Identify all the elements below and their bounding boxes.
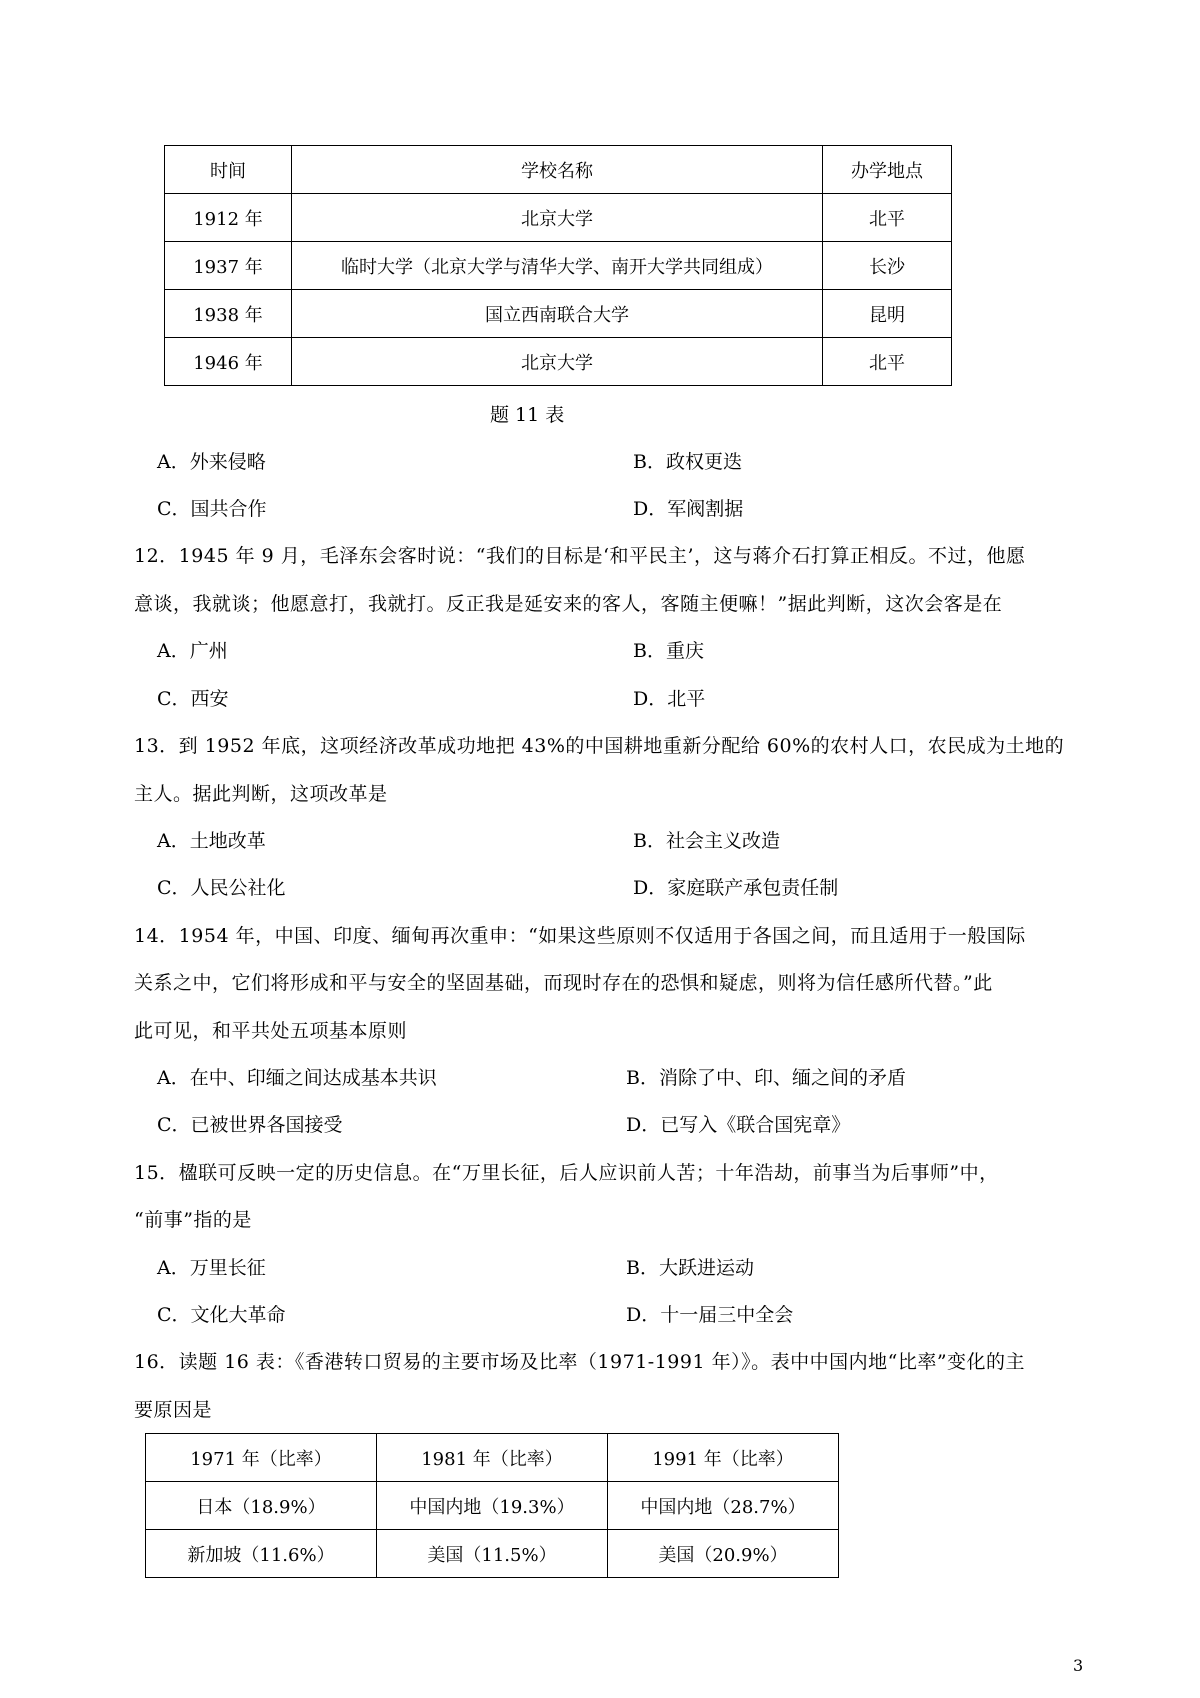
question-16-line-1: 16．读题 16 表：《香港转口贸易的主要市场及比率（1971-1991 年）》。表中中国内地“比率”变化的主 <box>134 1351 1026 1373</box>
table-row <box>165 194 952 242</box>
table-header-cell: 办学地点 <box>823 146 952 194</box>
question-16-line-2: 要原因是 <box>134 1399 213 1421</box>
table-cell: 美国（11.5%） <box>377 1530 608 1578</box>
option-c: C．已被世界各国接受 <box>157 1114 343 1136</box>
option-b: B．大跃进运动 <box>626 1257 754 1279</box>
table-cell: 美国（20.9%） <box>608 1530 839 1578</box>
table-cell: 北平 <box>823 338 952 386</box>
table-cell: 中国内地（19.3%） <box>377 1482 608 1530</box>
table-header-row <box>146 1434 839 1482</box>
question-12-line-2: 意谈，我就谈；他愿意打，我就打。反正我是延安来的客人，客随主便嘛！”据此判断，这次会客是在 <box>134 593 1003 615</box>
table-cell: 昆明 <box>823 290 952 338</box>
question-13-line-2: 主人。据此判断，这项改革是 <box>134 783 388 805</box>
table-cell: 北平 <box>823 194 952 242</box>
table-row <box>146 1482 839 1530</box>
table-row <box>146 1530 839 1578</box>
table-header-row <box>165 146 952 194</box>
option-d: D．军阀割据 <box>633 498 744 520</box>
table-row <box>165 290 952 338</box>
page-number: 3 <box>1073 1656 1084 1675</box>
option-b: B．消除了中、印、缅之间的矛盾 <box>626 1067 906 1089</box>
option-a: A．在中、印缅之间达成基本共识 <box>157 1067 437 1089</box>
table-cell: 1938 年 <box>165 290 292 338</box>
table-header-cell: 学校名称 <box>292 146 823 194</box>
question-14-line-1: 14．1954 年，中国、印度、缅甸再次重申：“如果这些原则不仅适用于各国之间，而且适用于一般国际 <box>134 925 1026 947</box>
table-16 <box>145 1433 839 1578</box>
table-cell: 北京大学 <box>292 338 823 386</box>
option-a: A．万里长征 <box>157 1257 266 1279</box>
option-b: B．政权更迭 <box>633 451 742 473</box>
table-cell: 1937 年 <box>165 242 292 290</box>
table-cell: 日本（18.9%） <box>146 1482 377 1530</box>
table-cell: 新加坡（11.6%） <box>146 1530 377 1578</box>
option-c: C．国共合作 <box>157 498 267 520</box>
table-cell: 中国内地（28.7%） <box>608 1482 839 1530</box>
table-header-cell: 1991 年（比率） <box>608 1434 839 1482</box>
table-cell: 北京大学 <box>292 194 823 242</box>
table-row <box>165 338 952 386</box>
table-header-cell: 时间 <box>165 146 292 194</box>
option-d: D．已写入《联合国宪章》 <box>626 1114 851 1136</box>
option-c: C．文化大革命 <box>157 1304 286 1326</box>
question-12-line-1: 12．1945 年 9 月，毛泽东会客时说：“我们的目标是‘和平民主’，这与蒋介石打算正相反。不过，他愿 <box>134 545 1026 567</box>
question-14-line-2: 关系之中，它们将形成和平与安全的坚固基础，而现时存在的恐惧和疑虑，则将为信任感所代替。”此 <box>134 972 993 994</box>
table-caption: 题 11 表 <box>490 404 565 426</box>
table-cell: 国立西南联合大学 <box>292 290 823 338</box>
option-b: B．重庆 <box>633 640 704 662</box>
question-13-line-1: 13．到 1952 年底，这项经济改革成功地把 43%的中国耕地重新分配给 60%的农村人口，农民成为土地的 <box>134 735 1065 757</box>
question-15-line-1: 15．楹联可反映一定的历史信息。在“万里长征，后人应识前人苦；十年浩劫，前事当为后事师”中， <box>134 1162 999 1184</box>
option-d: D．十一届三中全会 <box>626 1304 794 1326</box>
option-a: A．土地改革 <box>157 830 266 852</box>
option-d: D．家庭联产承包责任制 <box>633 877 839 899</box>
option-a: A．外来侵略 <box>157 451 266 473</box>
table-cell: 长沙 <box>823 242 952 290</box>
table-cell: 1912 年 <box>165 194 292 242</box>
option-b: B．社会主义改造 <box>633 830 780 852</box>
option-d: D．北平 <box>633 688 706 710</box>
option-c: C．西安 <box>157 688 229 710</box>
table-header-cell: 1981 年（比率） <box>377 1434 608 1482</box>
table-cell: 临时大学（北京大学与清华大学、南开大学共同组成） <box>292 242 823 290</box>
table-cell: 1946 年 <box>165 338 292 386</box>
option-c: C．人民公社化 <box>157 877 286 899</box>
option-a: A．广州 <box>157 640 228 662</box>
table-11 <box>164 145 952 386</box>
table-header-cell: 1971 年（比率） <box>146 1434 377 1482</box>
table-row <box>165 242 952 290</box>
question-14-line-3: 此可见，和平共处五项基本原则 <box>134 1020 408 1042</box>
question-15-line-2: “前事”指的是 <box>134 1209 252 1231</box>
